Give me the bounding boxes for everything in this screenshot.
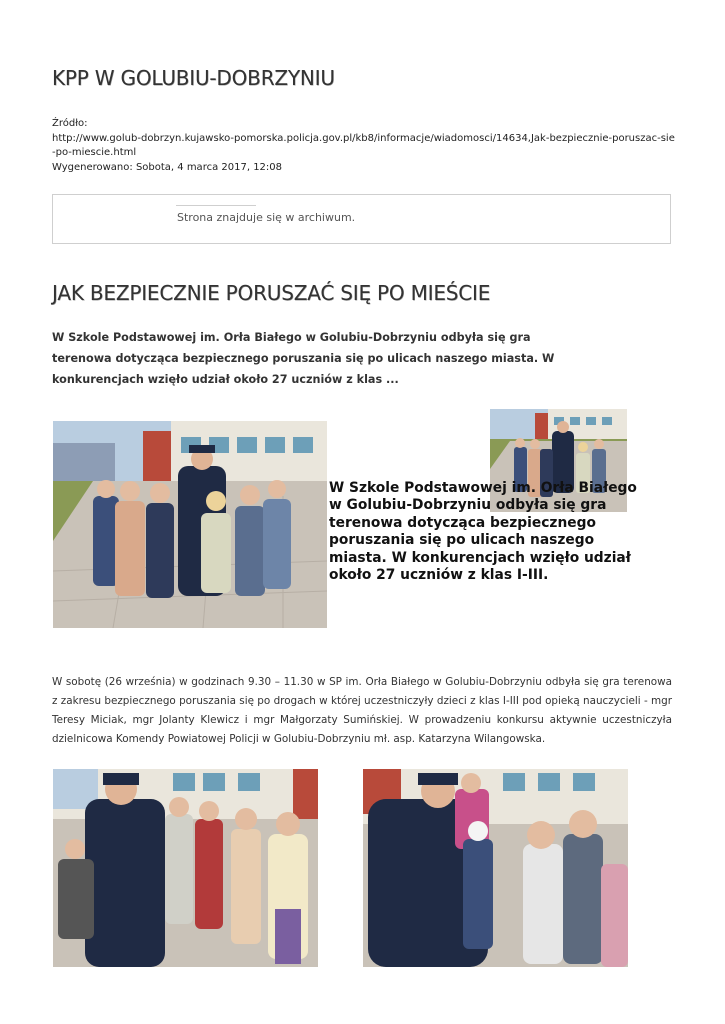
photo-caption: W Szkole Podstawowej im. Orła Białego w Golubiu-Dobrzyniu odbyła się gra terenowa dotycząca bezpiecznego poruszania się po ulicach naszego miasta. W konkurencjach wzięło udział około 27 uczniów z klas I-III. xyxy=(329,480,637,584)
generated-date: Wygenerowano: Sobota, 4 marca 2017, 12:08 xyxy=(52,161,283,173)
article-lead: W Szkole Podstawowej im. Orła Białego w Golubiu-Dobrzyniu odbyła się gra terenowa dotycząca bezpiecznego poruszania się po ulicach naszego miasta. W konkurencjach wzięło udział około 27 uczniów z klas ... xyxy=(52,331,555,386)
source-label: Źródło: xyxy=(52,118,88,129)
source-meta xyxy=(52,117,677,175)
article-body: W sobotę (26 września) w godzinach 9.30 – 11.30 w SP im. Orła Białego w Golubiu-Dobrzyniu odbyła się gra terenowa z zakresu bezpiecznego poruszania się po drogach w której uczestniczyły dzieci z klas I-III pod opieką nauczycieli - mgr Teresy Miciak, mgr Jolanty Klewicz i mgr Małgorzaty Sumińskiej. W prowadzeniu konkursu aktywnie uczestniczyła dzielnicowa Komendy Powiatowej Policji w Golubiu-Dobrzyniu mł. asp. Katarzyna Wilangowska. xyxy=(52,676,672,745)
site-title: KPP W GOLUBIU-DOBRZYNIU xyxy=(52,66,335,90)
archive-divider xyxy=(176,205,256,206)
archive-notice-text: Strona znajduje się w archiwum. xyxy=(177,211,356,224)
photo-group-main xyxy=(53,421,327,628)
photo-officer-talking xyxy=(363,769,628,967)
photo-officer-with-children xyxy=(53,769,318,967)
archive-notice-box xyxy=(52,194,671,244)
source-url-link[interactable]: http://www.golub-dobrzyn.kujawsko-pomorska.policja.gov.pl/kb8/informacje/wiadomosci/14634,Jak-bezpiecznie-poruszac-sie-po-miescie.html xyxy=(52,132,675,158)
article-title: JAK BEZPIECZNIE PORUSZAĆ SIĘ PO MIEŚCIE xyxy=(52,281,491,305)
